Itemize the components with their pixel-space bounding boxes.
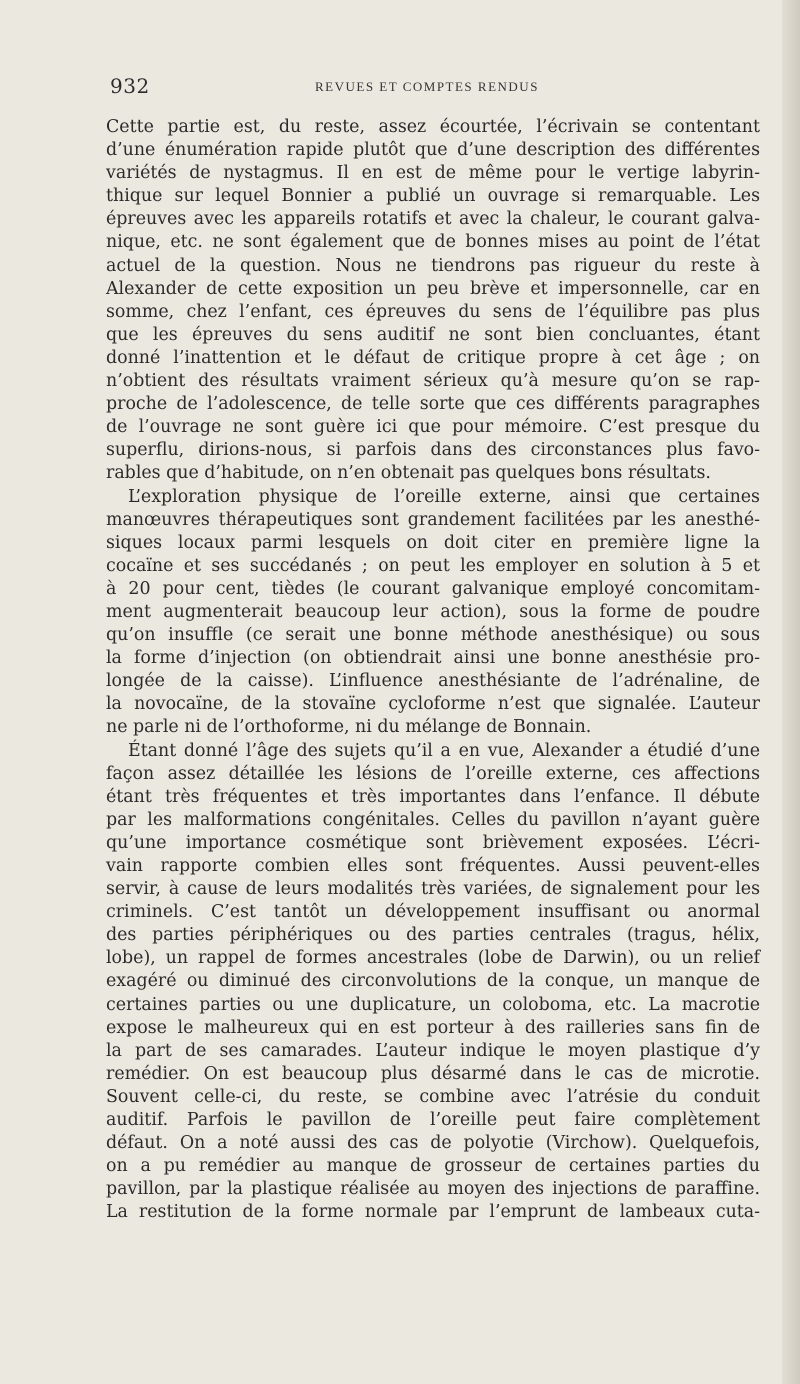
text-line: somme, chez l’enfant, ces épreuves du sens de l’équilibre pas plus xyxy=(106,301,760,322)
text-line: que les épreuves du sens auditif ne sont bien concluantes, étant xyxy=(106,324,760,345)
text-line: nique, etc. ne sont également que de bonnes mises au point de l’état xyxy=(106,232,760,253)
text-line: proche de l’adolescence, de telle sorte que ces différents paragraphes xyxy=(106,394,760,415)
text-line: siques locaux parmi lesquels on doit citer en première ligne la xyxy=(106,532,760,553)
text-line: actuel de la question. Nous ne tiendrons pas rigueur du reste à xyxy=(106,255,760,276)
text-line: expose le malheureux qui en est porteur à des railleries sans fin de xyxy=(106,1017,760,1038)
text-line: qu’une importance cosmétique sont brièvement exposées. L’écri- xyxy=(106,832,760,853)
text-line: étant très fréquentes et très importantes dans l’enfance. Il débute xyxy=(106,786,760,807)
text-line: la part de ses camarades. L’auteur indique le moyen plastique d’y xyxy=(106,1040,760,1061)
text-line: vain rapporte combien elles sont fréquentes. Aussi peuvent-elles xyxy=(106,856,760,876)
text-line: Étant donné l’âge des sujets qu’il a en vue, Alexander a étudié d’une xyxy=(128,740,760,761)
text-line: superflu, dirions-nous, si parfois dans des circonstances plus favo- xyxy=(106,440,760,461)
running-title: REVUES ET COMPTES RENDUS xyxy=(315,79,539,94)
text-line: épreuves avec les appareils rotatifs et avec la chaleur, le courant galva- xyxy=(106,209,760,230)
text-line: n’obtient des résultats vraiment sérieux qu’à mesure qu’on se rap- xyxy=(106,371,760,392)
text-line: Cette partie est, du reste, assez écourtée, l’écrivain se contentant xyxy=(106,117,760,137)
text-line: rables que d’habitude, on n’en obtenait pas quelques bons résultats. xyxy=(106,463,711,484)
text-line: la forme d’injection (on obtiendrait ainsi une bonne anesthésie pro- xyxy=(106,648,760,669)
text-line: variétés de nystagmus. Il en est de même pour le vertige labyrin- xyxy=(106,163,760,184)
text-line: ne parle ni de l’orthoforme, ni du mélange de Bonnain. xyxy=(106,717,592,738)
text-line: Alexander de cette exposition un peu brève et impersonnelle, car en xyxy=(106,278,760,299)
text-line: on a pu remédier au manque de grosseur de certaines parties du xyxy=(106,1156,760,1177)
text-line: des parties périphériques ou des parties centrales (tragus, hélix, xyxy=(106,925,760,946)
text-line: L’exploration physique de l’oreille externe, ainsi que certaines xyxy=(128,486,760,507)
text-line: auditif. Parfois le pavillon de l’oreille peut faire complètement xyxy=(106,1110,760,1131)
page-number: 932 xyxy=(110,74,150,98)
text-line: Souvent celle-ci, du reste, se combine avec l’atrésie du conduit xyxy=(106,1086,760,1107)
text-line: longée de la caisse). L’influence anesthésiante de l’adrénaline, de xyxy=(106,671,760,692)
text-line: La restitution de la forme normale par l’emprunt de lambeaux cuta- xyxy=(106,1202,760,1223)
text-line: servir, à cause de leurs modalités très variées, de signalement pour les xyxy=(106,879,760,900)
text-line: criminels. C’est tantôt un développement insuffisant ou anormal xyxy=(106,902,760,923)
text-line: thique sur lequel Bonnier a publié un ouvrage si remarquable. Les xyxy=(106,186,760,207)
text-line: certaines parties ou une duplicature, un coloboma, etc. La macrotie xyxy=(106,994,760,1015)
body-text xyxy=(106,116,760,1225)
page-header xyxy=(110,74,760,104)
text-line: qu’on insuffle (ce serait une bonne méthode anesthésique) ou sous xyxy=(106,625,760,646)
text-line: la novocaïne, de la stovaïne cycloforme n’est que signalée. L’auteur xyxy=(106,694,760,715)
text-line: exagéré ou diminué des circonvolutions de la conque, un manque de xyxy=(106,971,760,992)
text-line: d’une énumération rapide plutôt que d’une description des différentes xyxy=(106,140,760,161)
text-line: manœuvres thérapeutiques sont grandement facilitées par les anesthé- xyxy=(106,509,760,530)
text-line: par les malformations congénitales. Celles du pavillon n’ayant guère xyxy=(106,809,760,830)
text-line: cocaïne et ses succédanés ; on peut les employer en solution à 5 et xyxy=(106,555,760,576)
text-line: remédier. On est beaucoup plus désarmé dans le cas de microtie. xyxy=(106,1063,760,1084)
text-line: lobe), un rappel de formes ancestrales (lobe de Darwin), ou un relief xyxy=(106,948,760,969)
text-line: de l’ouvrage ne sont guère ici que pour mémoire. C’est presque du xyxy=(106,417,760,438)
text-line: à 20 pour cent, tièdes (le courant galvanique employé concomitam- xyxy=(106,578,760,599)
text-line: défaut. On a noté aussi des cas de polyotie (Virchow). Quelquefois, xyxy=(106,1133,760,1154)
page-edge-shadow xyxy=(782,0,800,1384)
text-line: ment augmenterait beaucoup leur action), sous la forme de poudre xyxy=(106,601,760,622)
text-line: façon assez détaillée les lésions de l’oreille externe, ces affections xyxy=(106,763,760,784)
text-line: pavillon, par la plastique réalisée au moyen des injections de paraffine. xyxy=(106,1179,760,1200)
text-line: donné l’inattention et le défaut de critique propre à cet âge ; on xyxy=(106,347,760,368)
